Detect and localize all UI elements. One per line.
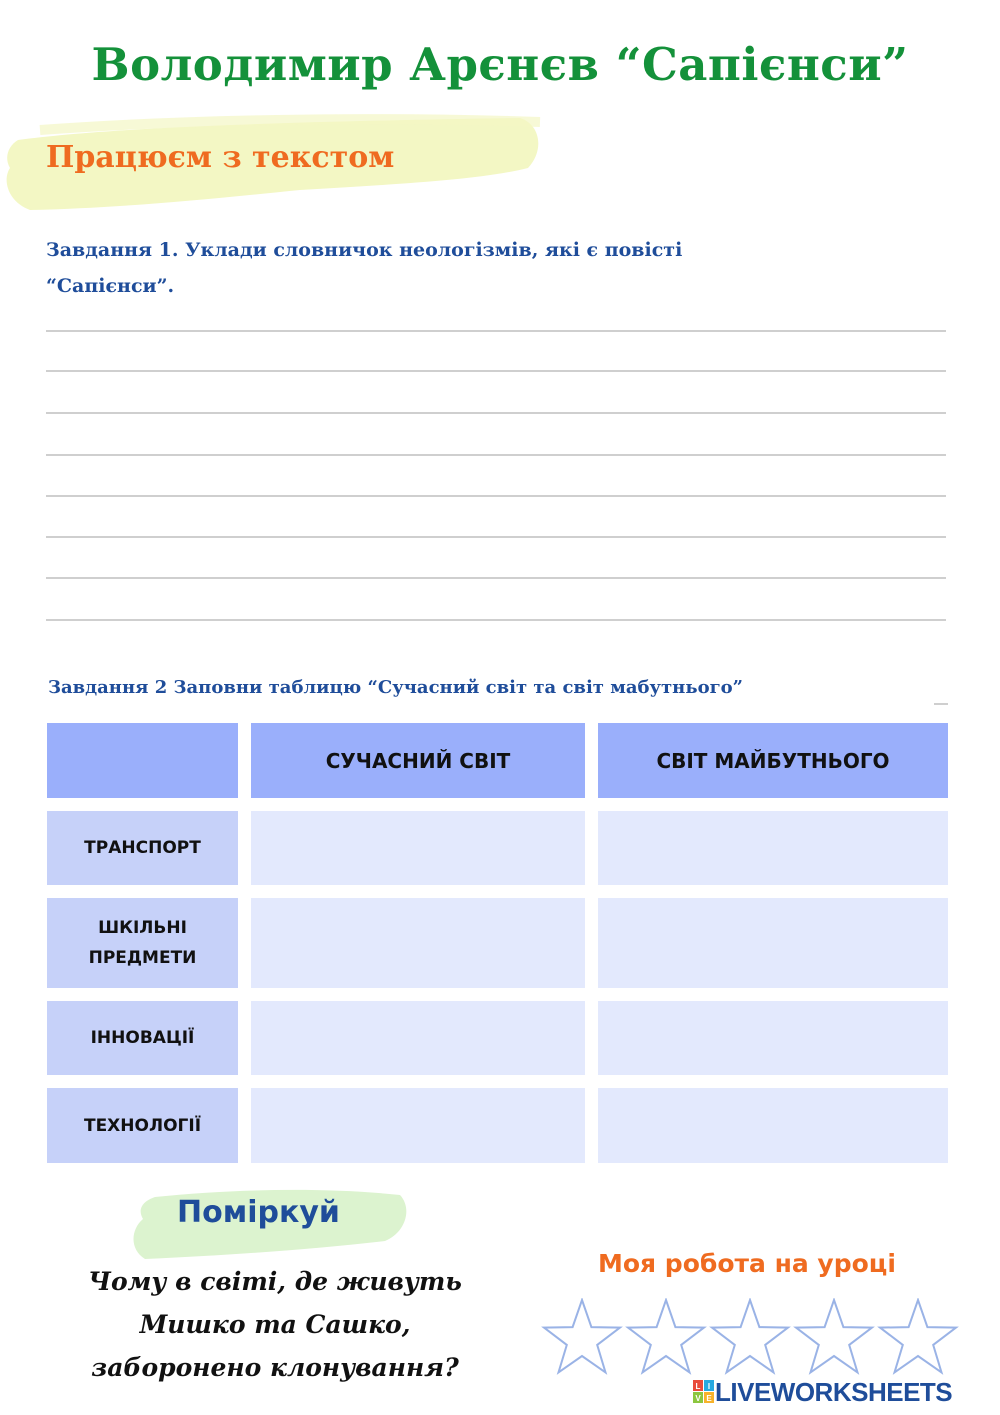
row-header-school-subjects-line2: ПРЕДМЕТИ bbox=[88, 948, 197, 968]
column-header-modern-world: СУЧАСНИЙ СВІТ bbox=[251, 723, 585, 798]
task1-line1: Завдання 1. Уклади словничок неологізмів, які є повісті bbox=[46, 239, 683, 261]
cell-innovations-modern[interactable] bbox=[251, 1001, 585, 1075]
section-heading: Працюєм з текстом bbox=[46, 140, 395, 175]
cell-school-subjects-modern[interactable] bbox=[251, 898, 585, 988]
answer-line-7[interactable] bbox=[46, 577, 946, 579]
row-header-school-subjects-line1: ШКІЛЬНІ bbox=[98, 918, 187, 938]
rating-star-3[interactable] bbox=[712, 1300, 788, 1372]
cell-transport-modern[interactable] bbox=[251, 811, 585, 885]
answer-line-2[interactable] bbox=[46, 370, 946, 372]
answer-line-3[interactable] bbox=[46, 412, 946, 414]
ponder-question-line2: Мишко та Сашко, bbox=[139, 1310, 411, 1339]
task1-line2: “Сапієнси”. bbox=[46, 275, 175, 297]
answer-line-5[interactable] bbox=[46, 495, 946, 497]
logo-letter-e: E bbox=[706, 1394, 712, 1403]
logo-letter-i: I bbox=[707, 1382, 711, 1391]
ponder-question bbox=[60, 1260, 490, 1389]
task2-answer-blank[interactable] bbox=[934, 703, 948, 705]
cell-technologies-future[interactable] bbox=[598, 1088, 948, 1163]
ponder-question-line3: заборонено клонування? bbox=[91, 1353, 459, 1382]
cell-innovations-future[interactable] bbox=[598, 1001, 948, 1075]
cell-school-subjects-future[interactable] bbox=[598, 898, 948, 988]
answer-line-8[interactable] bbox=[46, 619, 946, 621]
answer-line-4[interactable] bbox=[46, 454, 946, 456]
row-header-innovations: ІННОВАЦІЇ bbox=[47, 1001, 238, 1075]
liveworksheets-logo-text: LIVEWORKSHEETS bbox=[715, 1376, 953, 1407]
row-header-technologies: ТЕХНОЛОГІЇ bbox=[47, 1088, 238, 1163]
rating-star-1[interactable] bbox=[544, 1300, 620, 1372]
logo-letter-l: L bbox=[695, 1382, 701, 1391]
rating-star-4[interactable] bbox=[796, 1300, 872, 1372]
ponder-question-line1: Чому в світі, де живуть bbox=[88, 1267, 462, 1296]
cell-transport-future[interactable] bbox=[598, 811, 948, 885]
table-corner-cell bbox=[47, 723, 238, 798]
logo-letter-v: V bbox=[695, 1394, 701, 1403]
column-header-future-world: СВІТ МАЙБУТНЬОГО bbox=[598, 723, 948, 798]
task1-instruction bbox=[46, 232, 926, 304]
answer-line-1[interactable] bbox=[46, 330, 946, 332]
rating-star-2[interactable] bbox=[628, 1300, 704, 1372]
star-rating bbox=[540, 1298, 960, 1380]
self-assessment-label: Моя робота на уроці bbox=[598, 1249, 896, 1278]
row-header-transport: ТРАНСПОРТ bbox=[47, 811, 238, 885]
answer-line-6[interactable] bbox=[46, 536, 946, 538]
ponder-heading: Поміркуй bbox=[177, 1195, 340, 1230]
worksheet-title: Володимир Арєнєв “Сапієнси” bbox=[91, 38, 909, 91]
liveworksheets-logo bbox=[693, 1377, 993, 1407]
rating-star-5[interactable] bbox=[880, 1300, 956, 1372]
task2-instruction: Завдання 2 Заповни таблицю “Сучасний світ та світ мабутнього” bbox=[48, 677, 743, 698]
liveworksheets-logo-icon bbox=[693, 1380, 715, 1404]
cell-technologies-modern[interactable] bbox=[251, 1088, 585, 1163]
row-header-school-subjects bbox=[47, 898, 238, 988]
